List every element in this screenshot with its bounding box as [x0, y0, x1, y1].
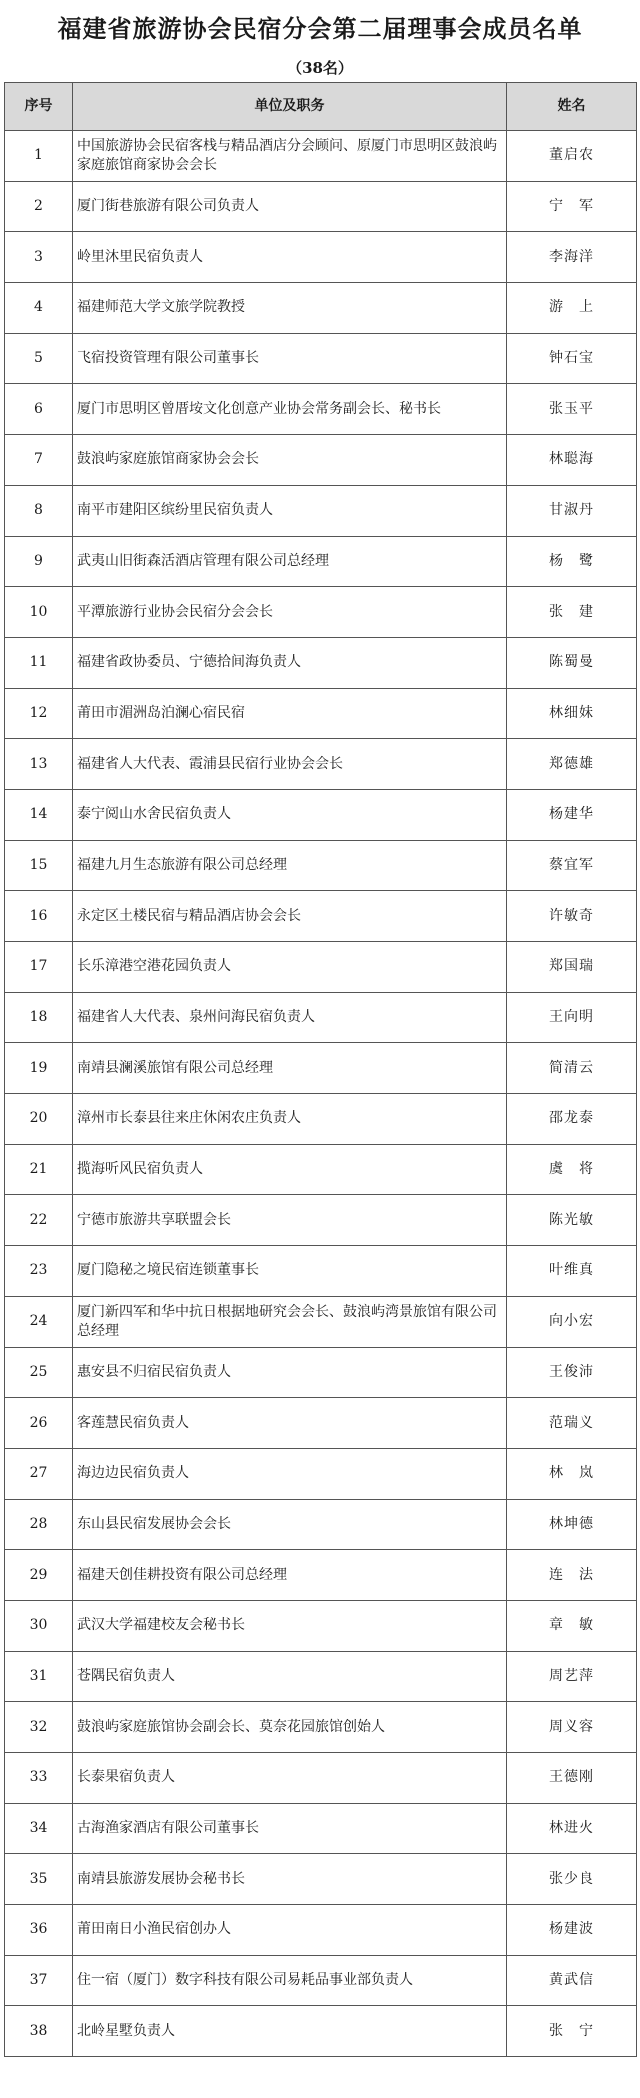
row-unit-position: 长乐漳港空港花园负责人	[73, 942, 507, 993]
row-name: 向小宏	[507, 1296, 637, 1347]
row-name: 林 岚	[507, 1448, 637, 1499]
table-row	[5, 384, 637, 435]
row-number: 26	[5, 1398, 73, 1449]
row-unit-position: 武汉大学福建校友会秘书长	[73, 1600, 507, 1651]
row-name: 郑国瑞	[507, 942, 637, 993]
row-number: 14	[5, 789, 73, 840]
row-name: 陈光敏	[507, 1195, 637, 1246]
row-name: 范瑞义	[507, 1398, 637, 1449]
row-unit-position: 福建天创佳耕投资有限公司总经理	[73, 1550, 507, 1601]
row-unit-position: 古海渔家酒店有限公司董事长	[73, 1803, 507, 1854]
row-unit-position: 南靖县澜溪旅馆有限公司总经理	[73, 1043, 507, 1094]
row-number: 22	[5, 1195, 73, 1246]
row-number: 30	[5, 1600, 73, 1651]
row-name: 游 上	[507, 283, 637, 334]
table-row	[5, 1803, 637, 1854]
row-name: 李海洋	[507, 232, 637, 283]
row-number: 8	[5, 485, 73, 536]
table-row	[5, 688, 637, 739]
row-number: 17	[5, 942, 73, 993]
table-row	[5, 637, 637, 688]
table-row	[5, 840, 637, 891]
row-unit-position: 福建师范大学文旅学院教授	[73, 283, 507, 334]
row-unit-position: 漳州市长泰县往来庄休闲农庄负责人	[73, 1094, 507, 1145]
row-name: 张 建	[507, 587, 637, 638]
table-header-row	[5, 83, 637, 131]
row-unit-position: 福建省人大代表、霞浦县民宿行业协会会长	[73, 739, 507, 790]
row-number: 24	[5, 1296, 73, 1347]
row-number: 19	[5, 1043, 73, 1094]
table-row	[5, 131, 637, 182]
table-row	[5, 1043, 637, 1094]
row-unit-position: 东山县民宿发展协会会长	[73, 1499, 507, 1550]
row-unit-position: 惠安县不归宿民宿负责人	[73, 1347, 507, 1398]
row-unit-position: 厦门街巷旅游有限公司负责人	[73, 181, 507, 232]
table-row	[5, 1702, 637, 1753]
row-name: 钟石宝	[507, 333, 637, 384]
row-number: 35	[5, 1854, 73, 1905]
row-unit-position: 永定区土楼民宿与精品酒店协会会长	[73, 891, 507, 942]
row-name: 林聪海	[507, 435, 637, 486]
row-number: 5	[5, 333, 73, 384]
table-row	[5, 891, 637, 942]
row-name: 张少良	[507, 1854, 637, 1905]
row-name: 杨建华	[507, 789, 637, 840]
row-name: 叶维真	[507, 1246, 637, 1297]
table-row	[5, 1600, 637, 1651]
row-name: 林进火	[507, 1803, 637, 1854]
table-row	[5, 1448, 637, 1499]
table-row	[5, 1550, 637, 1601]
row-unit-position: 客莲慧民宿负责人	[73, 1398, 507, 1449]
table-row	[5, 1347, 637, 1398]
row-number: 25	[5, 1347, 73, 1398]
table-row	[5, 1905, 637, 1956]
row-name: 林坤德	[507, 1499, 637, 1550]
row-number: 27	[5, 1448, 73, 1499]
row-number: 7	[5, 435, 73, 486]
row-name: 张 宁	[507, 2006, 637, 2057]
table-row	[5, 435, 637, 486]
row-name: 郑德雄	[507, 739, 637, 790]
header-unit-position: 单位及职务	[73, 83, 507, 131]
row-unit-position: 厦门隐秘之境民宿连锁董事长	[73, 1246, 507, 1297]
row-number: 13	[5, 739, 73, 790]
row-name: 张玉平	[507, 384, 637, 435]
row-number: 3	[5, 232, 73, 283]
row-number: 12	[5, 688, 73, 739]
row-name: 邵龙泰	[507, 1094, 637, 1145]
row-number: 2	[5, 181, 73, 232]
row-number: 6	[5, 384, 73, 435]
table-row	[5, 739, 637, 790]
row-number: 18	[5, 992, 73, 1043]
row-unit-position: 福建省人大代表、泉州问海民宿负责人	[73, 992, 507, 1043]
table-row	[5, 789, 637, 840]
row-number: 11	[5, 637, 73, 688]
row-name: 章 敏	[507, 1600, 637, 1651]
row-number: 4	[5, 283, 73, 334]
table-row	[5, 536, 637, 587]
row-number: 23	[5, 1246, 73, 1297]
row-unit-position: 宁德市旅游共享联盟会长	[73, 1195, 507, 1246]
row-unit-position: 住一宿（厦门）数字科技有限公司易耗品事业部负责人	[73, 1955, 507, 2006]
row-number: 36	[5, 1905, 73, 1956]
row-unit-position: 厦门市思明区曾厝垵文化创意产业协会常务副会长、秘书长	[73, 384, 507, 435]
row-number: 15	[5, 840, 73, 891]
table-row	[5, 2006, 637, 2057]
row-unit-position: 莆田市湄洲岛泊澜心宿民宿	[73, 688, 507, 739]
table-row	[5, 1246, 637, 1297]
table-row	[5, 1398, 637, 1449]
row-name: 王德刚	[507, 1753, 637, 1804]
row-name: 王向明	[507, 992, 637, 1043]
row-name: 杨建波	[507, 1905, 637, 1956]
table-row	[5, 992, 637, 1043]
row-unit-position: 飞宿投资管理有限公司董事长	[73, 333, 507, 384]
row-name: 连 法	[507, 1550, 637, 1601]
table-row	[5, 1955, 637, 2006]
row-name: 宁 军	[507, 181, 637, 232]
row-number: 29	[5, 1550, 73, 1601]
row-name: 王俊沛	[507, 1347, 637, 1398]
row-unit-position: 南平市建阳区缤纷里民宿负责人	[73, 485, 507, 536]
row-unit-position: 福建九月生态旅游有限公司总经理	[73, 840, 507, 891]
table-row	[5, 485, 637, 536]
row-unit-position: 厦门新四军和华中抗日根据地研究会会长、鼓浪屿湾景旅馆有限公司总经理	[73, 1296, 507, 1347]
table-row	[5, 283, 637, 334]
table-row	[5, 1651, 637, 1702]
row-number: 10	[5, 587, 73, 638]
table-row	[5, 181, 637, 232]
table-row	[5, 1144, 637, 1195]
row-number: 37	[5, 1955, 73, 2006]
row-name: 周艺萍	[507, 1651, 637, 1702]
row-number: 31	[5, 1651, 73, 1702]
row-number: 34	[5, 1803, 73, 1854]
row-number: 1	[5, 131, 73, 182]
row-number: 32	[5, 1702, 73, 1753]
row-unit-position: 长泰果宿负责人	[73, 1753, 507, 1804]
table-row	[5, 587, 637, 638]
row-name: 陈蜀曼	[507, 637, 637, 688]
table-body	[5, 131, 637, 2057]
row-number: 33	[5, 1753, 73, 1804]
row-unit-position: 福建省政协委员、宁德拾间海负责人	[73, 637, 507, 688]
row-name: 甘淑丹	[507, 485, 637, 536]
row-number: 9	[5, 536, 73, 587]
row-unit-position: 平潭旅游行业协会民宿分会会长	[73, 587, 507, 638]
row-name: 林细妹	[507, 688, 637, 739]
row-unit-position: 揽海听风民宿负责人	[73, 1144, 507, 1195]
row-number: 38	[5, 2006, 73, 2057]
member-count: （38名）	[287, 58, 353, 77]
row-unit-position: 鼓浪屿家庭旅馆协会副会长、莫奈花园旅馆创始人	[73, 1702, 507, 1753]
table-row	[5, 232, 637, 283]
row-number: 28	[5, 1499, 73, 1550]
row-unit-position: 岭里沐里民宿负责人	[73, 232, 507, 283]
table-row	[5, 942, 637, 993]
row-name: 简清云	[507, 1043, 637, 1094]
table-row	[5, 1094, 637, 1145]
row-unit-position: 海边边民宿负责人	[73, 1448, 507, 1499]
row-unit-position: 泰宁阅山水舍民宿负责人	[73, 789, 507, 840]
table-row	[5, 333, 637, 384]
row-name: 黄武信	[507, 1955, 637, 2006]
row-name: 蔡宜军	[507, 840, 637, 891]
row-number: 16	[5, 891, 73, 942]
row-unit-position: 南靖县旅游发展协会秘书长	[73, 1854, 507, 1905]
table-row	[5, 1753, 637, 1804]
row-number: 21	[5, 1144, 73, 1195]
page-title: 福建省旅游协会民宿分会第二届理事会成员名单	[57, 14, 583, 43]
row-name: 杨 鹭	[507, 536, 637, 587]
table-row	[5, 1296, 637, 1347]
row-number: 20	[5, 1094, 73, 1145]
row-unit-position: 中国旅游协会民宿客栈与精品酒店分会顾问、原厦门市思明区鼓浪屿家庭旅馆商家协会会长	[73, 131, 507, 182]
row-name: 周义容	[507, 1702, 637, 1753]
row-unit-position: 苍隅民宿负责人	[73, 1651, 507, 1702]
row-unit-position: 鼓浪屿家庭旅馆商家协会会长	[73, 435, 507, 486]
row-name: 许敏奇	[507, 891, 637, 942]
header-number: 序号	[5, 83, 73, 131]
row-name: 虞 将	[507, 1144, 637, 1195]
row-unit-position: 北岭星墅负责人	[73, 2006, 507, 2057]
header-name: 姓名	[507, 83, 637, 131]
table-row	[5, 1195, 637, 1246]
row-unit-position: 武夷山旧街森活酒店管理有限公司总经理	[73, 536, 507, 587]
row-unit-position: 莆田南日小渔民宿创办人	[73, 1905, 507, 1956]
row-name: 董启农	[507, 131, 637, 182]
member-table	[4, 82, 637, 2057]
table-row	[5, 1854, 637, 1905]
table-row	[5, 1499, 637, 1550]
